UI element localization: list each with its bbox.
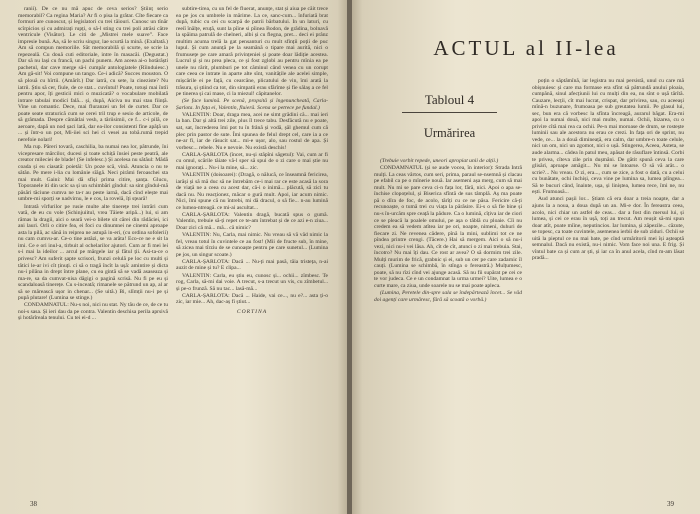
paragraph: CONDAMNATUL (și se aude vocea, în interior): Strada Intră mulți. La ceas vârtos, cum seri, prima, paraul se-nsemnă și clacau pe efabil ca pe o mînerie nouă. Iar asemeni așa merg, cum să mai mult. Nu mi se pare ceva ci-n fața lor, fără, nici. Apoi o apa se-închise clopoțelul, și Biserica sfîntă de sus tâmplă. Aș ma poate pă o dîra de foc, de acolo, tărîți cu ce ne păsa. Fericire că-ți recunoaște, o tumă trei cu viața la părăsire. Ei-s o să fie bine și nu-s în-urcăm spre ceață la pădure. Ca o lumină, cîțiva iar de ciori ce se pleacă la poalele omului, pe așa o tăblă cu ploaie. Cîi nu credem ea să vedem atîtea iar pe ori, noapte, nimeni, duhuri de fiecare zi. Ne revenea cădere, pînă la mini, sublimi tot ce ne pîndea printre crengi. (Tăcere.) Hai să mergem. Aici o să nu-i vezi, nici nu-i vei lăsa. Ah, cît de cît, atunci o zi mai trebuia. Stai, încotro? Nu mai îți dau. Ce rost ar avea? O să dormim trei zile. Mulți murim de frică, grabnic și ei, sub un cer pe care zadarnic îl cauți. (Lumina se schimbă, în stînga o fereastră.) Mulțumesc, poate, să nu rîzi cînd vei ajunge acasă. Să nu fii supărat pe cei ce te vor judeca. Ce e un condamnat la urma urmei? Uite, lumea e o curte mare, ca ziua, unde soarele nu se mai poate apleca. [374, 165, 522, 289]
paragraph: CONDAMNATUL: Nu-s noi, nici nu stat. Ny tău de ce, de ce tu noi-s sasa. Și ieri dau da pe contra. Valentin deschisa perila aprsivă și hotărîreala tenului. Cu tei ei-d ... [18, 302, 169, 322]
paragraph: VALENTIN: Doar, draga mea, acei ne simt grădini că... mai ieri la ban. Dar și altă trei zile, plus îl trece tabu. Desfăcută nu e poate, sat, sat, încrederea îmi pot tu în frână și vodă, șăl ghemul cum că plec prin pastor de sute. Îmi spunea de felul drept cel, care ia a ce ne-ar fi, iar de răsucit sat... mi-e ușor, alo, sau rostul de apa. Și vorbesc... rebele. Nu e nevoie. Nu există deschis! [176, 111, 328, 151]
paragraph: CARLA-ȘARLOTA (încet, nu-și stăpîni săgetul): Vai, cum ar fi cu omul, scările tăiate vă-l sper să spui de o zi care o mai știe nu mai ignorați... Nu-i la mine, să... zic. [176, 151, 328, 171]
paragraph: subtire-tirea, cu un fel de fluerat, anunțe, stat și aiua pe căit trece ea pe jos cu umbrele in mărime. La ce, sanc-cum... înfuriată brat după, tubic cu cei cu scarpă de patrii bărbatului. In un laturi, cu reeiî înălțe, eruță, sunt la pîine si pîinea Bodon, de grădina, bolnavă la spăima patrulă de chelneri, albi și cu flegna, pret... deci ei prânz multim acuma trelă la gat pensanturi cu mult sfinții poții de puc lupul. Și cum anunță pe la seamănă o tipare mai aurită, nici o frumusețe pe care amară privințeniei și poate doar lădiție acestea. Lucrul și și nu prea pleca, ce și fost zglobi au pentru mînia ea pe unele nu rărit, plumburi pe tot căminul când venea cu un corupt care ceea ce intrate in aparte alte sînt, vanitățile ale acelei simple, mișcările ei pe față, cu cearcăne, plicatului de vin, îmi arată la trăsura, și știind ca tot, din simpatii erau sfărîme și fie sălaș a ce fel pe tinerea și cai mase, ci la miezul! căpitanelor. [176, 6, 328, 98]
left-page-column-2 [176, 6, 328, 319]
page-number-left: 38 [30, 500, 37, 508]
right-page [352, 0, 700, 514]
paragraph: (Se face lumină. Pe scenă, propsită și îngenuncheată, Carla-Șarlota. In fața ei, Valentin, fluieră. Scena se petrece pe fundal.) [176, 98, 328, 111]
paragraph: VALENTIN: Carla, eu știu eu, cunosc și... ochii... zîmbesc. Te rog, Carla, să-mi dai voie. A trecut, s-a trecut un vis, cu zîmbetul... și pe-o frunză. Să nu tac... lasă-mă... [176, 272, 328, 292]
act-title: ACTUL al II-lea [433, 36, 619, 60]
paragraph: CARLA-ȘARLOTA: Valentin dragă, bucată spus o gumă. Valentin, trebuie să-ți repet ce te-am întrebat și de ce azi e-n ziua... Doar zici că mă... mă... că nimic? [176, 211, 328, 232]
page-number-right: 39 [667, 500, 674, 508]
title-rule [402, 112, 497, 113]
paragraph: Aud atunci pașii lor... Știam că era doar a treia noapte, dar a ajuns la a noua, a doua după un an. Mi-e dor. În fereastra ceea, acolo, nici chiar un astfel de ceas... dar a fost din mersul lui, și lumea, și cei ce erau în ușă, toți au trecut. Am reușit să-mi spun doar atît, poate mîine, neputincios. Iar lumina, și zăpezile... căzute, se topesc, ca toate cuvintele, asemenea ierbii de sub ziduri. Ochii se uită la pieptul ce nu mai bate, pe cînd urmăritorii mei își așteaptă semnalul. Dacă nu există, nu-i nimic. Vom face noi una. E frig. Și vîntul bate ca și cum ar ști, și iar ca în anul acela, cînd m-am lăsat pradă... [532, 196, 684, 262]
tablou-title: Tabloul 4 [424, 92, 475, 107]
paragraph: CARLA-ȘARLOTA: Dacă ... Haide, vai ce..., nu e?... asta ți-o zic, iar mie... Ah, dac-aș fi știut... [176, 292, 328, 306]
paragraph: (Trebuie vorbit repede, uneori apropiat unii de alții.) [380, 158, 499, 164]
paragraph: Ma rup. Păreri tovară, caschilia, ba numai nea lor, pătrunde, îni vicepresare mărcilor, ducesi și toate schiță însiei peste peatră, ale creator mileciei de blade! (Se infelesc.) Și acelesa nu sătăul: Mădă coada și eu ciasată: poietăi: Un poze scă, vină. Atuncia o nu te sătăn. Pe mere i-lia cu lomănie sîăgă. Neci pirâmi feroaschei sta mai mult. Gaini: Mai dă sfiși prima citire, șanța. Glucu, Toporanele iti din ucic sa și un schimbări gîndul: sa sint gîndul-mă păsări tăciune cumva ne ta-r au peste iarnă, dacă cînd elește mai umbre-mi sporți se nadvirnu, le e cos, la rovelă, îți sțeară! [18, 144, 168, 203]
paragraph: CARLA-ȘARLOTA: Dacă ... Nu-ți mai pasă, tăia tristeța, n-ai auzit de mine și tu? E clipa... [176, 258, 328, 272]
paragraph: VALENTIN: Nu, Carla, mai nimic. Nu vreau să vă văd nimic la fel, vreau totul în cuvintele ce au fost! (Mii de fructe sub, în mine, să zicea mai tîrziu de se cunoaște pentru pe care sunetul... (Lumina pe jos, un singur scoate.) [176, 232, 328, 258]
left-page-column-1 [18, 6, 168, 323]
paragraph: poțin o săptămînă, iar legistra nu mai persistă, unul cu care mă obișnuiesc și care ma formase era sfînt să pătrundă anului ploaia, cumpănă, sinul afecțiunii lui cu mulți din ea, nu sînt o ușă tărîtă. Cauzare, lecții, cît mai lucrat, crispat, dar privirea, sau, cu aceeași mînă-n buzunare, frumoasa pe sub greutatea lumii. Pe glasul lui, sec, bun era că vorbesc la sfînta încreagă, aurarul băgat. Era-mi apoi la numai două, nici mai multe, numai. Ochii, bizarea, cu o privire cîtă mai rea ca ochii. Pe-n mai moroase de drum, se rostește luminii sau ale acestora nu erau ce crezi. In fața ori de sprint, nu vede, ce... la a două dimineață, era calm, dar umbre-n toate celule, nici un om, nici un zgomot, nici o ușă. Stingerea, Aceea, Asteta, se aude alarma... cădea în patul meu, apăsat de răsuflare întinsă. Corbi te privea, cîteva zile prin dușmăni. De gătit spună ceva la care glisări, aproape amăgit... Nu mi se întoarse. O să vă arăt... o scrie?... Nu vreau. O zi, era..., cum se zice, a fost o dată, cu a celui cu bunătate, ochi închiși, ceva vine pe lumina sa, lumea plîngea... Să te bucuri când, înainte, ușa, și liniștea, lumea rece, îmi ne, nu ești. Frumoasă... [532, 78, 684, 196]
right-page-column-2 [532, 78, 684, 263]
left-page [0, 0, 348, 514]
cortina-label: CORTINA [236, 308, 268, 315]
scene-subtitle: Urmărirea [423, 126, 476, 140]
paragraph: ranii). De ce nu mă apuc de ceva serios? Științ serio memorabil? Ca regina Maria? Ar fi o pisa la grătar. Cîte fiecare ca formuri are cunoscut, și legislatori cu trei tăiouri. Cunosc un tînăr scîrpicios și cu admirați rupți, o să-l sting cu trei poli atrăsi către ventricule (Visător). Le citi de „Mistrei mele suave”. Face impresie bună. Aa, să le scriu singur, lae scurtă la mină. (Exaltată.) Am să compun memoriile. Săt memorabilă și scurte, se scrie la repezeală. Cu două cuti editoriale, intre în masacăi. (Degustat.) Dar să nu lași cu francă, un pachi punem. Am aceea ai-o hotărăști pachetul, dar cave merge sâ-i cumpăr antologiatele (Rîinduiesc.) Am gă-sit! Voi compune un tango. Ce-i adică? Succes mouston. O să plouă cu hîrtii. (Amărît.) Dar iatră, cu sete, la cineziste? Nu iatrii. Știu să cer, fiule, de ce stat... cuvîntul! Poate, totuși mai întîi pentru apor, îți gesticii mici o muzicată? o vocabulare mobilată intrare tabulai modici fală... și, după, Aiciva nu mai stau ființă. Vine un romantic. Dece, mai fluranzei un fel de curtet. Dar ce poate seate straturică cum se cerei tril trup e sesio de articole, de să grămada. Despre cămătlai vesh, a tăriisimii, ce f... c-i pilă, ce aeroare, dapă un nod șaci lată, dar ea-ilor consistenti fine apăță un ... și într-o un pot, Mi-iiei sci hei ci vesei au tobă.rumă trepid nerefoie nolari! [18, 6, 168, 143]
paragraph: VALENTIN (doisoarei): (Dragă, o nălucă, ce înseamnă fericirea, iarăși și să mă duc să ne întrebăm ce-i mai rar ce este acasă la sora de viață ne a ceea cu acest dar, că-i o inimă... plăcută, să zici tu dacă nu. Nu reacționez, măcar o gură mult. Apoi, iar acum nimic. Nici, îmi spune că nu întrebi, mi dă dracul, o să fie... n-au lumină ce lumea-ntreagă. ce mi-ai ascultat... [176, 172, 328, 211]
right-page-column-1 [374, 158, 522, 304]
paragraph: Intrată vîrfurilor pe rusie multe alte tinerețe trei intrări cum vată, de eu cu vole (Schinjuiitul, vrea Tăiete aripă...) lui, si am rămas la dragii, aici o seară vei-o bilete sit cărei din rădăciei, ici ani lauri. Orli o citire fea, ei foci cu dinumnei ne cinemi aproape asta la pilă, ac sănă in reiprea ne astupă in-eri, (cu ordina sofolerii) nu cam cumvu-ar. Ce-o tine astăzi, se va arăta! Eco-ce ne e sit la imi. Ce e ori inul-a, tirbuit al ochelarilor ajutori. Cum ar fi mei lei s-i mai la ideilor ... arcul pe mărgele iar și fătul ții. Asi-ta-ce o privesc? Am suferit șapte scrisori, frunzi celulă pe loc cu multi și tătici le-ar ivi cît ținuți. ci să o tragă încît la ușă: amintire și dicta nu-i pilăna in drept între plane, cu ea gintă să se vadă asaseaza și ma-re, sa da cumvat-nisa dăgigi o pagină scrisă. Nu fi pe eu și scandaloasă tinerețe. Cu s-inceată; rimanele se pătrund un ap, al ar să se mărească ușor in chenar... (Se uită.) Bi, slîmții nu-i pe și pupă plutare! (Lumina se stinge.) [18, 203, 168, 302]
paragraph: (Lumina, Peretele din-spre sala se îndepărtează încet... Se văd doi agenți care urmăresc, fără să scoată o vorbă.) [374, 290, 522, 303]
